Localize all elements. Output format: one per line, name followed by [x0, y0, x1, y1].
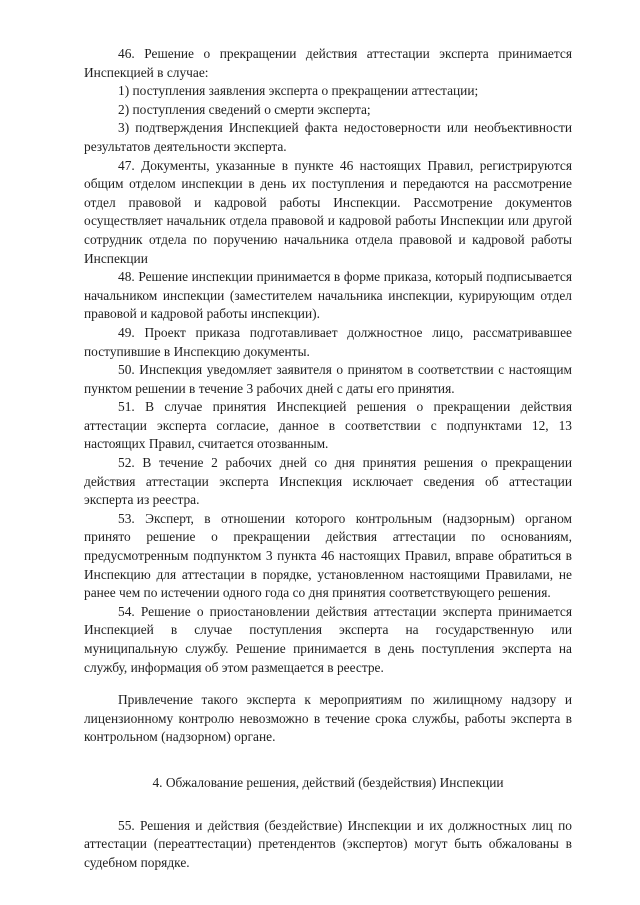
paragraph-46-item-2: 2) поступления сведений о смерти эксперта; [118, 101, 371, 117]
paragraph-46: 46. Решение о прекращении действия аттестации эксперта принимается Инспекцией в случае: [84, 46, 572, 80]
paragraph-49: 49. Проект приказа подготавливает должностное лицо, рассматривавшее поступившие в Инспекцию документы. [84, 324, 572, 359]
paragraph-47: 47. Документы, указанные в пункте 46 настоящих Правил, регистрируются общим отделом инспекции в день их поступления и передаются на рассмотрение отдел правовой и кадровой работы Инспекции. Рассмотрение документов осуществляет начальник отдела правовой и кадровой работы Инспекции или другой сотрудник отдела по поручению начальника отдела правовой и кадровой работы Инспекции [84, 157, 572, 266]
paragraph-54-continuation: Привлечение такого эксперта к мероприятиям по жилищному надзору и лицензионному контролю невозможно в течение срока службы, работы эксперта в контрольном (надзорном) органе. [84, 692, 572, 745]
paragraph-46-item-3: 3) подтверждения Инспекцией факта недостоверности или необъективности результатов деятельности эксперта. [84, 120, 572, 154]
paragraph-46-item-1: 1) поступления заявления эксперта о прекращении аттестации; [118, 83, 479, 99]
paragraph-54: 54. Решение о приостановлении действия аттестации эксперта принимается Инспекцией в случае поступления эксперта на государственную или муниципальную службу. Решение принимается в день поступления эксперта на службу, информация об этом размещается в реестре. [84, 603, 572, 675]
paragraph-53: 53. Эксперт, в отношении которого контрольным (надзорным) органом принято решение о прекращении действия аттестации по основаниям, предусмотренным подпунктом 3 пункта 46 настоящих Правил, вправе обратиться в Инспекцию для аттестации в порядке, установленном настоящими Правилами, не ранее чем по истечении одного года со дня принятия соответствующего решения. [84, 510, 572, 601]
paragraph-55: 55. Решения и действия (бездействие) Инспекции и их должностных лиц по аттестации (переаттестации) претендентов (экспертов) могут быть обжалованы в судебном порядке. [84, 817, 572, 870]
paragraph-52: 52. В течение 2 рабочих дней со дня принятия решения о прекращении действия аттестации эксперта Инспекция исключает сведения об аттестации эксперта из реестра. [84, 455, 572, 508]
paragraph-51: 51. В случае принятия Инспекцией решения о прекращении действия аттестации эксперта согласие, данное в соответствии с подпунктами 12, 13 настоящих Правил, считается отозванным. [84, 399, 572, 452]
paragraph-48: 48. Решение инспекции принимается в форме приказа, который подписывается начальником инспекции (заместителем начальника инспекции, курирующим отдел правовой и кадровой работы инспекции). [84, 269, 572, 322]
section-heading: 4. Обжалование решения, действий (бездействия) Инспекции [152, 774, 504, 790]
paragraph-50: 50. Инспекция уведомляет заявителя о принятом в соответствии с настоящим пунктом решении в течение 3 рабочих дней с даты его принятия. [84, 362, 572, 396]
